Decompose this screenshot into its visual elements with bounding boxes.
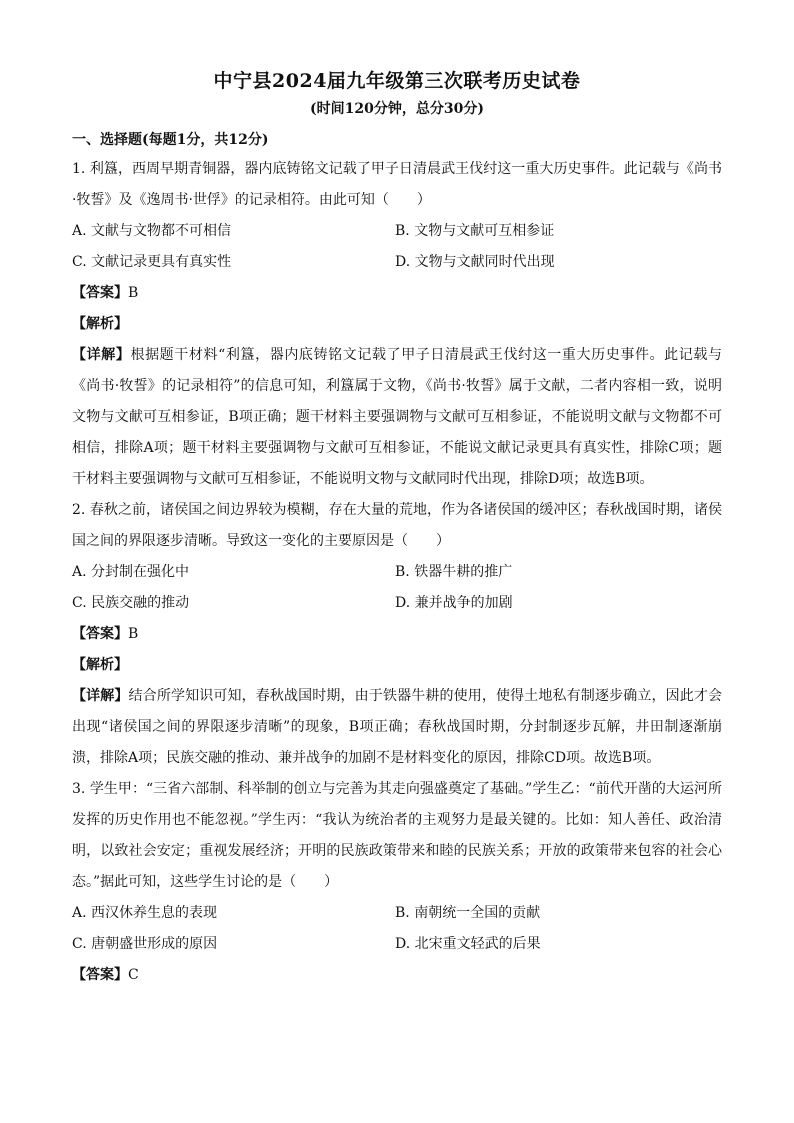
- option-b: B. 南朝统一全国的贡献: [395, 905, 541, 921]
- option-c: C. 民族交融的推动: [72, 595, 190, 611]
- detail-text: 结合所学知识可知，春秋战国时期，由于铁器牛耕的使用，使得土地私有制逐步确立，因此才会出现“诸侯国之间的界限逐步清晰”的现象，B项正确；春秋战国时期，分封制逐步瓦解，井田制逐渐崩溃，排除A项；民族交融的推动、兼并战争的加剧不是材料变化的原因，排除CD项。故选B项。: [72, 688, 723, 766]
- question-stem: 3. 学生甲：“三省六部制、科举制的创立与完善为其走向强盛奠定了基础。”学生乙：“前代开凿的大运河所发挥的历史作用也不能忽视。”学生丙：“我认为统治者的主观努力是最关键的。比如：知人善任、政治清明，以致社会安定；重视发展经济；开明的民族政策带来和睦的民族关系；开放的政策带来包容的社会心态。”据此可知，这些学生讨论的是（ ）: [72, 781, 722, 890]
- option-c: C. 唐朝盛世形成的原因: [72, 936, 218, 952]
- analysis-line: [72, 309, 722, 340]
- analysis-line: [72, 650, 722, 681]
- analysis-tag: 【解析】: [72, 657, 128, 673]
- option-b: B. 文物与文献可互相参证: [395, 223, 555, 239]
- analysis-tag: 【解析】: [72, 316, 128, 332]
- option-a: A. 西汉休养生息的表现: [72, 905, 218, 921]
- detail-text: 根据题干材料“利簋，器内底铸铭文记载了甲子日清晨武王伐纣这一重大历史事件。此记载与《尚书·牧誓》的记录相符”的信息可知，利簋属于文物，《尚书·牧誓》属于文献，二者内容相一致，说明文物与文献可互相参证，B项正确；题干材料主要强调物与文献可互相参证，不能说明文献与文物都不可相信，排除A项；题干材料主要强调物与文献可互相参证，不能说文献记录更具有真实性，排除C项；题干材料主要强调物与文献可互相参证，不能说明文物与文献同时代出现，排除D项；故选B项。: [72, 347, 723, 487]
- option-d: D. 文物与文献同时代出现: [395, 254, 555, 270]
- option-a: A. 分封制在强化中: [72, 564, 190, 580]
- question-stem: 2. 春秋之前，诸侯国之间边界较为模糊，存在大量的荒地，作为各诸侯国的缓冲区；春秋战国时期，诸侯国之间的界限逐步清晰。导致这一变化的主要原因是（ ）: [72, 502, 722, 549]
- option-b: B. 铁器牛耕的推广: [395, 564, 513, 580]
- options-grid: [72, 898, 722, 960]
- answer-tag: 【答案】: [72, 626, 128, 642]
- option-d: D. 兼并战争的加剧: [395, 595, 513, 611]
- answer-value: C: [128, 967, 139, 983]
- section-heading: 一、选择题(每题1分，共12分): [72, 132, 269, 148]
- question-1: [72, 154, 722, 495]
- answer-line: [72, 960, 722, 991]
- option-c: C. 文献记录更具有真实性: [72, 254, 232, 270]
- answer-line: [72, 278, 722, 309]
- exam-title: 中宁县2024届九年级第三次联考历史试卷: [213, 70, 581, 92]
- options-grid: [72, 216, 722, 278]
- exam-subtitle: (时间120分钟，总分30分): [310, 101, 484, 117]
- detail-paragraph: [72, 340, 722, 495]
- options-grid: [72, 557, 722, 619]
- answer-value: B: [128, 285, 139, 301]
- detail-tag: 【详解】: [72, 347, 131, 363]
- answer-tag: 【答案】: [72, 967, 128, 983]
- question-2: [72, 495, 722, 774]
- answer-tag: 【答案】: [72, 285, 128, 301]
- detail-paragraph: [72, 681, 722, 774]
- option-a: A. 文献与文物都不可相信: [72, 223, 232, 239]
- answer-value: B: [128, 626, 139, 642]
- question-stem: 1. 利簋，西周早期青铜器，器内底铸铭文记载了甲子日清晨武王伐纣这一重大历史事件。此记载与《尚书·牧誓》及《逸周书·世俘》的记录相符。由此可知（ ）: [72, 161, 722, 208]
- detail-tag: 【详解】: [72, 688, 129, 704]
- answer-line: [72, 619, 722, 650]
- option-d: D. 北宋重文轻武的后果: [395, 936, 541, 952]
- question-3: [72, 774, 722, 991]
